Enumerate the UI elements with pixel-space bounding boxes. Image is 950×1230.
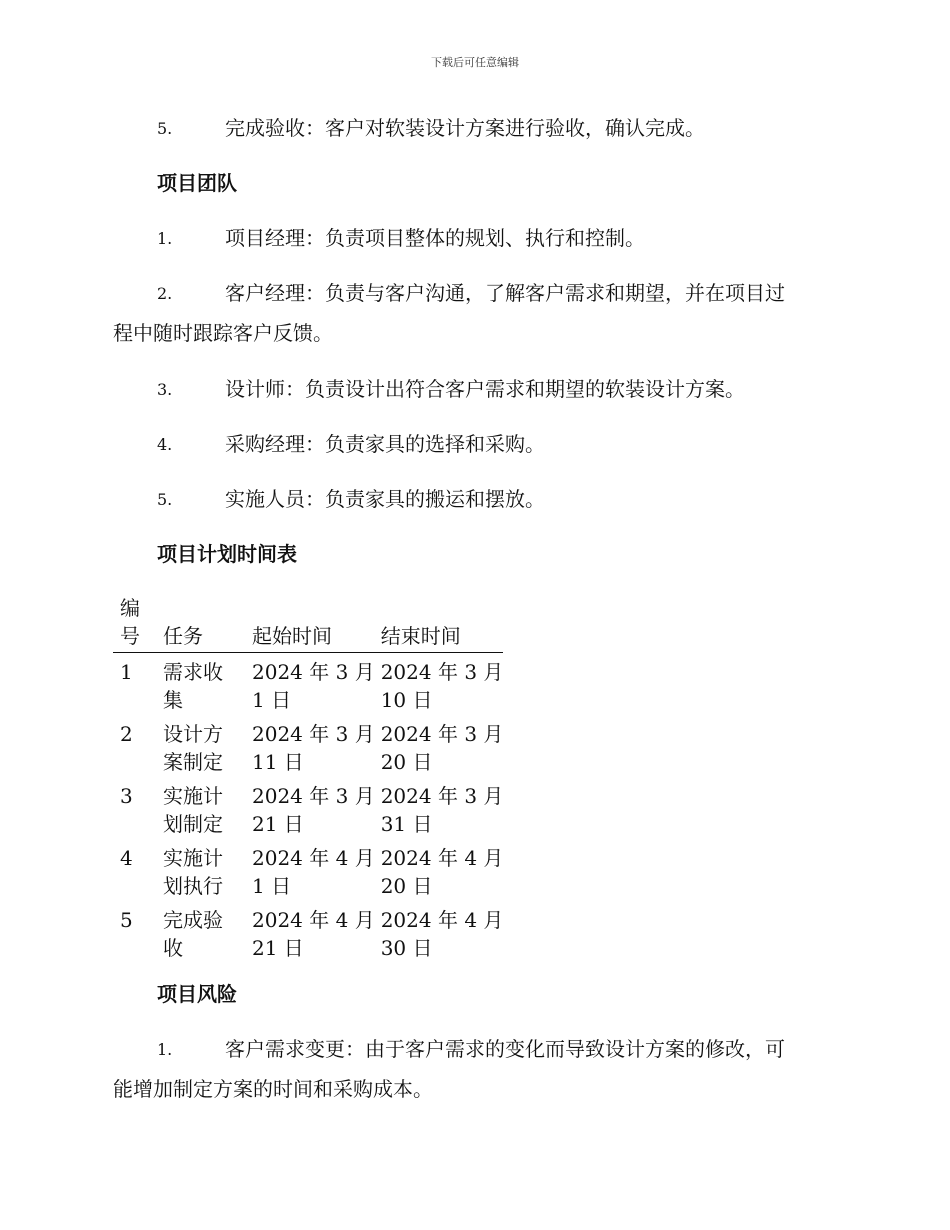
cell-id bbox=[113, 777, 153, 839]
cell-task bbox=[153, 715, 243, 777]
cell-text: 2024 年 4 月 bbox=[380, 908, 504, 932]
cell-start bbox=[243, 839, 375, 901]
cell-text: 31 日 bbox=[380, 812, 433, 836]
cell-text: 2024 年 3 月 bbox=[252, 722, 375, 746]
cell-end bbox=[375, 653, 504, 716]
schedule-table bbox=[113, 594, 503, 963]
cell-task bbox=[153, 777, 243, 839]
cell-text: 30 日 bbox=[380, 936, 433, 960]
list-text: 项目经理：负责项目整体的规划、执行和控制。 bbox=[225, 226, 645, 250]
cell-task bbox=[153, 839, 243, 901]
cell-text: 20 日 bbox=[380, 874, 433, 898]
cell-text: 1 bbox=[120, 660, 133, 684]
cell-text: 20 日 bbox=[380, 750, 433, 774]
page-header: 下载后可任意编辑 bbox=[431, 56, 519, 69]
list-number: 2. bbox=[157, 284, 173, 303]
cell-text: 设计方 bbox=[163, 722, 223, 746]
list-number: 1. bbox=[157, 1040, 173, 1059]
cell-end bbox=[375, 715, 504, 777]
cell-task bbox=[153, 653, 243, 716]
cell-text: 4 bbox=[120, 846, 133, 870]
cell-text: 2024 年 4 月 bbox=[380, 846, 504, 870]
cell-text: 5 bbox=[120, 908, 133, 932]
table-header-row bbox=[113, 594, 503, 653]
table-row bbox=[113, 653, 503, 716]
cell-end bbox=[375, 901, 504, 963]
table-row bbox=[113, 839, 503, 901]
cell-text: 21 日 bbox=[252, 936, 304, 960]
list-text-line: 能增加制定方案的时间和采购成本。 bbox=[113, 1077, 433, 1101]
column-header-id: 编 号 bbox=[113, 594, 153, 653]
cell-text: 集 bbox=[163, 688, 183, 712]
cell-text: 2024 年 3 月 bbox=[380, 784, 504, 808]
cell-text: 2024 年 4 月 bbox=[252, 908, 375, 932]
cell-text: 完成验 bbox=[163, 908, 223, 932]
cell-text: 划执行 bbox=[163, 874, 223, 898]
column-header-task: 任务 bbox=[153, 594, 243, 653]
section-heading-schedule: 项目计划时间表 bbox=[157, 542, 297, 566]
list-text: 实施人员：负责家具的搬运和摆放。 bbox=[225, 487, 545, 511]
list-number: 5. bbox=[157, 490, 173, 509]
list-number: 1. bbox=[157, 229, 173, 248]
cell-id bbox=[113, 715, 153, 777]
list-text: 完成验收：客户对软装设计方案进行验收，确认完成。 bbox=[225, 116, 705, 140]
cell-text: 实施计 bbox=[163, 784, 223, 808]
table-row bbox=[113, 777, 503, 839]
cell-text: 实施计 bbox=[163, 846, 223, 870]
list-text-line: 客户需求变更：由于客户需求的变化而导致设计方案的修改，可 bbox=[225, 1037, 785, 1061]
list-text: 采购经理：负责家具的选择和采购。 bbox=[225, 432, 545, 456]
list-text-line: 程中随时跟踪客户反馈。 bbox=[113, 321, 333, 345]
cell-text: 划制定 bbox=[163, 812, 223, 836]
cell-text: 10 日 bbox=[380, 688, 433, 712]
list-item bbox=[113, 1035, 835, 1101]
cell-text: 2024 年 3 月 bbox=[252, 784, 375, 808]
cell-text: 3 bbox=[120, 784, 133, 808]
cell-end bbox=[375, 777, 504, 839]
cell-id bbox=[113, 839, 153, 901]
cell-text: 案制定 bbox=[163, 750, 223, 774]
cell-id bbox=[113, 901, 153, 963]
cell-start bbox=[243, 777, 375, 839]
cell-text: 11 日 bbox=[252, 750, 304, 774]
section-heading-risks: 项目风险 bbox=[157, 982, 237, 1006]
list-number: 5. bbox=[157, 119, 173, 138]
cell-start bbox=[243, 901, 375, 963]
cell-id bbox=[113, 653, 153, 716]
table-row bbox=[113, 901, 503, 963]
table-row bbox=[113, 715, 503, 777]
cell-text: 1 日 bbox=[252, 688, 292, 712]
list-number: 3. bbox=[157, 380, 173, 399]
cell-text: 收 bbox=[163, 936, 183, 960]
cell-start bbox=[243, 715, 375, 777]
list-text: 设计师：负责设计出符合客户需求和期望的软装设计方案。 bbox=[225, 377, 745, 401]
column-header-start: 起始时间 bbox=[243, 594, 375, 653]
list-number: 4. bbox=[157, 435, 173, 454]
table-body bbox=[113, 653, 503, 964]
cell-text: 2024 年 3 月 bbox=[252, 660, 375, 684]
cell-text: 2024 年 4 月 bbox=[252, 846, 375, 870]
cell-text: 需求收 bbox=[163, 660, 223, 684]
cell-end bbox=[375, 839, 504, 901]
cell-text: 2024 年 3 月 bbox=[380, 722, 504, 746]
cell-text: 1 日 bbox=[252, 874, 292, 898]
cell-task bbox=[153, 901, 243, 963]
section-heading-team: 项目团队 bbox=[157, 171, 237, 195]
cell-text: 2 bbox=[120, 722, 133, 746]
cell-text: 2024 年 3 月 bbox=[380, 660, 504, 684]
list-item bbox=[113, 279, 835, 345]
column-header-end: 结束时间 bbox=[375, 594, 504, 653]
list-text-line: 客户经理：负责与客户沟通，了解客户需求和期望，并在项目过 bbox=[225, 281, 785, 305]
cell-start bbox=[243, 653, 375, 716]
cell-text: 21 日 bbox=[252, 812, 304, 836]
